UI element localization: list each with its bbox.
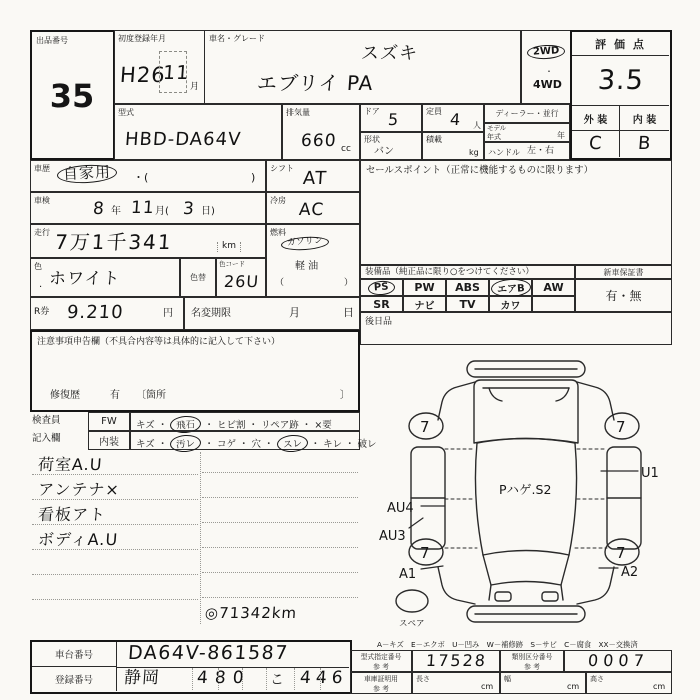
lot-label: 出品番号 [36, 36, 68, 45]
lot-number-box [30, 30, 115, 160]
model-year-label2: 年式 [487, 133, 501, 141]
interior-label: 内 装 [620, 105, 669, 130]
damage-label-a1: A1 [399, 567, 417, 582]
equip-airbag-cell [489, 279, 532, 296]
shift-label: シフト [270, 164, 294, 173]
notice-box [30, 330, 360, 412]
reg-separator [218, 668, 219, 690]
notes-rule [202, 472, 358, 473]
type-number-value: 17528 [424, 651, 488, 670]
model-year-label1: モデル [487, 124, 507, 132]
history-value-circled: 自家用 [57, 163, 118, 184]
height-unit: cm [653, 682, 666, 691]
notes-rule [32, 524, 198, 525]
note-line-2: アンテナ× [37, 480, 121, 499]
class-number-value: 0007 [587, 651, 650, 670]
equipment-header-cell [360, 265, 575, 279]
front-fender-right [577, 567, 614, 604]
notice-title: 注意事項申告欄（不具合内容等は具体的に記入して下さい） [37, 337, 281, 347]
color-cell [30, 258, 180, 297]
shape-label: 形状 [364, 135, 380, 144]
shaken-cell [30, 192, 266, 224]
handle-value: 左・右 [527, 146, 555, 156]
width-label: 幅 [504, 675, 511, 683]
panel-connector-lines [445, 449, 607, 548]
history-label: 車歴 [34, 164, 50, 173]
reg-number: 446 [299, 668, 349, 688]
recycle-ticket-unit: 円 [163, 308, 173, 319]
first-registration-era: H26 [119, 63, 167, 87]
inspector-interior-damage-cell [130, 431, 377, 451]
windshield-top [483, 551, 569, 556]
type-number-label-cell [350, 650, 412, 672]
lot-number: 35 [49, 77, 95, 116]
inspector-row-label1: 検査員 [32, 415, 61, 426]
equip-navi-cell: ナビ [403, 296, 446, 312]
rename-deadline-label: 名変期限 [191, 308, 231, 319]
chassis-label: 車台番号 [32, 642, 117, 667]
garage-label2: 参 考 [373, 685, 389, 693]
shaken-month-unit: 月( [155, 206, 169, 217]
length-unit: cm [481, 682, 494, 691]
color-code-cell [216, 258, 266, 297]
note-line-3: 看板アト [37, 505, 107, 524]
front-fender-left [438, 567, 475, 604]
drive-type-cell [521, 30, 571, 104]
capacity-label: 定員 [426, 107, 442, 116]
score-box [570, 30, 672, 160]
aircon-cell [266, 192, 360, 224]
front-corner-left [495, 592, 511, 601]
first-registration-month-box [159, 51, 190, 93]
shift-cell [266, 160, 360, 192]
height-cell [586, 672, 672, 694]
cabin-left-side [475, 443, 483, 555]
color-code-value: 26U [223, 272, 260, 291]
payload-unit: kg [469, 148, 479, 157]
color-change-cell: 色替 [180, 258, 216, 297]
payload-label: 積載 [426, 135, 442, 144]
later-items-cell [360, 312, 672, 345]
displacement-label: 排気量 [286, 108, 310, 117]
wheel-mark-front-right: 7 [616, 544, 626, 562]
odometer-note: ◎71342km [204, 604, 298, 622]
front-corner-right [542, 592, 558, 601]
equip-abs-cell: ABS [446, 279, 489, 296]
capacity-value: 4 [449, 110, 462, 129]
inspector-interior-cell: 内装 [88, 431, 130, 450]
score-label: 評 価 点 [572, 32, 669, 56]
rear-window-corners [489, 388, 569, 401]
reg-separator [192, 668, 193, 690]
doors-value: 5 [387, 110, 400, 129]
color-value: ホワイト [48, 269, 122, 289]
garage-label1: 車庫証明用 [364, 675, 398, 683]
model-code-cell [114, 104, 282, 160]
wheel-mark-front-left: 7 [420, 544, 430, 562]
chassis-reg-box [30, 640, 352, 694]
windshield-bottom [491, 582, 561, 586]
first-registration-label: 初度登録年月 [118, 34, 166, 43]
car-name-label: 車名・グレード [209, 34, 265, 43]
equip-pw-cell: PW [403, 279, 446, 296]
mileage-unit: km [217, 242, 241, 252]
reg-separator [294, 668, 295, 690]
chassis-value: DA64V-861587 [127, 642, 290, 664]
aircon-label: 冷房 [270, 196, 286, 205]
shaken-year-unit: 年 [111, 206, 121, 217]
equip-sr-cell: SR [360, 296, 403, 312]
cabin-top-band [477, 439, 575, 444]
model-code-label: 型式 [118, 108, 134, 117]
notes-rule [32, 474, 198, 475]
notes-divider [200, 452, 201, 624]
handle-cell [484, 142, 570, 160]
model-code-value: HBD-DA64V [124, 129, 243, 150]
equip-airbag-circled: エアB [490, 277, 531, 297]
warranty-header-cell: 新車保証書 [575, 265, 672, 279]
damage-label-u1: U1 [641, 466, 659, 481]
repair-bracket-open: 〔箇所 [136, 390, 166, 401]
model-year-cell [484, 123, 570, 142]
dealer-parallel-cell: ディーラー・並行 [484, 104, 570, 123]
drive-separator: ・ [545, 67, 553, 76]
notes-rule [202, 497, 358, 498]
notes-rule [202, 572, 358, 573]
shaken-month: 11 [130, 198, 156, 218]
reg-prefecture: 静岡 [123, 668, 161, 688]
car-maker: スズキ [360, 43, 419, 64]
equip-ps-cell [360, 279, 403, 296]
length-cell [412, 672, 500, 694]
rear-quarter-left [438, 382, 475, 420]
interior-damage-mid: ・ コゲ ・ 穴 ・ [204, 439, 274, 450]
rear-quarter-right [577, 382, 614, 420]
drive-2wd-circled: 2WD [527, 44, 566, 60]
class-number-label-cell [500, 650, 564, 672]
damage-legend: A－キズ E－エクボ U－凹み W－補修跡 S－サビ C－腐食 XX－交換済 [377, 640, 638, 649]
repair-history-label: 修復歴 [50, 390, 80, 401]
reg-label: 登録番号 [32, 667, 117, 691]
color-dot: . [39, 279, 43, 290]
sales-point-label: セールスポイント（正常に機能するものに限ります） [366, 165, 594, 176]
repair-history-value: 有 [110, 390, 120, 401]
vehicle-diagram [375, 352, 675, 644]
displacement-unit: cc [341, 144, 351, 154]
spare-tire [396, 590, 428, 612]
fuel-alt: 軽 油 [295, 261, 319, 272]
damage-label-au3: AU3 [379, 529, 406, 544]
class-number-value-cell [564, 650, 672, 672]
reg-separator [320, 668, 321, 690]
rename-month: 月 [289, 306, 300, 319]
mileage-cell [30, 224, 266, 258]
notes-rule [32, 549, 198, 550]
notes-rule [32, 574, 198, 575]
equipment-header-label: 装備品（純正品に限り○をつけてください） [365, 267, 534, 277]
a1-tick [421, 566, 443, 569]
first-registration-month: 11 [162, 62, 190, 84]
history-paren-open: ・( [133, 171, 149, 184]
exterior-label: 外 装 [572, 105, 620, 130]
recycle-ticket-label: R券 [34, 307, 50, 317]
doors-cell [360, 104, 422, 132]
shape-cell [360, 132, 422, 160]
color-code-label: 色コード [219, 260, 245, 268]
later-items-label: 後日品 [365, 317, 393, 327]
payload-cell [422, 132, 484, 160]
shape-value: バン [374, 146, 394, 157]
reg-separator [266, 668, 267, 690]
history-paren-close: ) [251, 171, 256, 184]
interior-damage-pre: キズ ・ [136, 439, 168, 450]
equip-leather-cell: カワ [489, 296, 532, 312]
type-number-label2: 参 考 [373, 663, 389, 671]
sales-point-cell [360, 160, 672, 265]
recycle-ticket-cell [30, 297, 184, 330]
equip-aw-cell: AW [532, 279, 575, 296]
history-cell [30, 160, 266, 192]
note-line-4: ボディA.U [37, 530, 119, 549]
equip-empty-cell [532, 296, 575, 312]
note-line-1: 荷室A.U [37, 455, 104, 474]
car-model: エブリイ PA [256, 71, 375, 95]
reg-class: 480 [196, 668, 252, 688]
notes-rule [32, 599, 198, 600]
fuel-value-circled: ガソリン [281, 235, 330, 251]
handle-label: ハンドル [488, 148, 520, 157]
fuel-label: 燃料 [270, 228, 286, 237]
shaken-day-unit: 日) [201, 206, 215, 217]
garage-label-cell [350, 672, 412, 694]
damage-label-roof: Pハゲ.S2 [499, 482, 552, 497]
class-number-label1: 類別区分番号 [511, 653, 553, 661]
interior-damage-post: ・ キレ ・ 破レ [310, 439, 377, 450]
mileage-value: 7万1千341 [54, 230, 174, 254]
displacement-cell [282, 104, 360, 160]
wheel-mark-rear-right: 7 [616, 418, 626, 436]
class-number-label2: 参 考 [524, 663, 540, 671]
equip-ps-circled: PS [368, 280, 395, 296]
first-registration-cell [114, 30, 205, 104]
wheel-mark-rear-left: 7 [420, 418, 430, 436]
score-value: 3.5 [596, 65, 645, 96]
rename-deadline-cell [184, 297, 360, 330]
doors-label: ドア [364, 107, 380, 116]
capacity-cell [422, 104, 484, 132]
shaken-label: 車検 [34, 196, 50, 205]
aircon-value: AC [298, 200, 325, 220]
rename-day: 日 [343, 306, 354, 319]
interior-damage-circled2: スレ [276, 434, 308, 453]
spare-label: スペア [399, 619, 425, 629]
shaken-day: 3 [182, 199, 196, 219]
interior-grade: B [637, 133, 652, 154]
length-label: 長さ [416, 675, 430, 683]
shaken-year: 8 [92, 199, 106, 219]
reg-kana: こ [269, 672, 286, 688]
fuel-paren: （ ） [275, 278, 368, 288]
type-number-value-cell [412, 650, 500, 672]
windshield-sides [483, 555, 569, 585]
car-name-cell [204, 30, 521, 104]
cabin-right-side [569, 443, 577, 555]
equip-tv-cell: TV [446, 296, 489, 312]
drive-4wd: 4WD [533, 78, 562, 91]
warranty-value-cell: 有・無 [575, 279, 672, 312]
exterior-grade: C [588, 133, 604, 154]
notes-rule [32, 499, 198, 500]
recycle-ticket-value: 9.210 [66, 302, 125, 323]
inspector-row-label2: 記入欄 [32, 433, 61, 444]
interior-damage-circled1: 汚レ [170, 434, 202, 453]
width-unit: cm [567, 682, 580, 691]
reg-separator [242, 668, 243, 690]
mileage-label: 走行 [34, 228, 50, 237]
width-cell [500, 672, 586, 694]
inspector-fw-damage-cell [130, 412, 360, 431]
damage-label-a2: A2 [621, 565, 639, 580]
damage-label-au4: AU4 [387, 501, 414, 516]
notes-rule [202, 597, 358, 598]
fw-damage-pre: キズ ・ [136, 420, 168, 431]
displacement-value: 660 [300, 131, 338, 151]
fw-damage-circled: 飛石 [170, 415, 202, 434]
notes-rule [202, 522, 358, 523]
fw-damage-post: ・ ヒビ割 ・ リペア跡 ・ ×要 [204, 420, 332, 431]
shift-value: AT [302, 168, 328, 189]
inspector-fw-cell: FW [88, 412, 130, 431]
color-label: 色 [34, 262, 42, 271]
first-registration-month-suffix: 月 [190, 82, 200, 92]
repair-bracket-close: 〕 [340, 390, 350, 401]
capacity-unit: 人 [473, 121, 481, 130]
type-number-label1: 型式指定番号 [360, 653, 402, 661]
height-label: 高さ [590, 675, 604, 683]
model-year-unit: 年 [557, 131, 565, 140]
notes-rule [202, 547, 358, 548]
fuel-cell [266, 224, 368, 297]
